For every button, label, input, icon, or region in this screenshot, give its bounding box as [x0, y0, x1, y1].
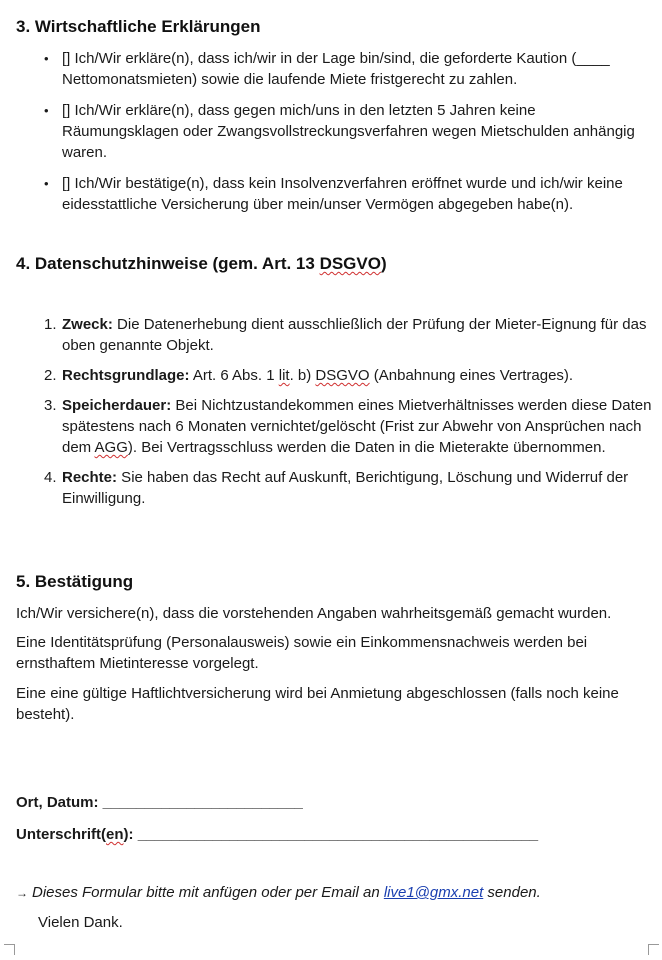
declaration-item-evictions: • [] Ich/Wir erkläre(n), dass gegen mich/uns in den letzten 5 Jahren keine Räumungsklagen oder Zwangsvollstreckungsverfahren wegen Mietschulden anhängig waren. — [44, 100, 649, 163]
spellcheck-word: DSGVO — [319, 254, 381, 273]
declaration-item-deposit: • [] Ich/Wir erkläre(n), dass ich/wir in der Lage bin/sind, die geforderte Kaution (____ Nettomonatsmieten) sowie die laufende Miete fristgerecht zu zahlen. — [44, 48, 649, 90]
page-corner-mark-left — [4, 944, 15, 955]
section-4-heading: 4. Datenschutzhinweise (gem. Art. 13 DSGVO) — [16, 254, 387, 273]
privacy-item-rights: 4. Rechte: Sie haben das Recht auf Auskunft, Berichtigung, Löschung und Widerruf der Einwilligung. — [44, 469, 629, 507]
thanks-text: Vielen Dank. — [38, 914, 123, 931]
economic-declarations-list — [44, 48, 649, 225]
insurance-paragraph: Eine eine gültige Haftlichtversicherung wird bei Anmietung abgeschlossen (falls noch keine besteht). — [16, 685, 619, 723]
submission-note: → Dieses Formular bitte mit anfügen oder per Email an live1@gmx.net senden. — [16, 884, 541, 901]
privacy-item-legal-basis: 2. Rechtsgrundlage: Art. 6 Abs. 1 lit. b) DSGVO (Anbahnung eines Vertrages). — [44, 367, 574, 384]
privacy-item-purpose: 1. Zweck: Die Datenerhebung dient ausschließlich der Prüfung der Mieter-Eignung für das oben genannte Objekt. — [44, 316, 647, 354]
privacy-notice-list — [44, 314, 652, 518]
place-date-field[interactable]: Ort, Datum: ________________________ — [16, 794, 303, 811]
signature-field[interactable]: Unterschrift(en): ________________________________________________ — [16, 826, 539, 843]
page-corner-mark-right — [648, 944, 659, 955]
section-5-heading: 5. Bestätigung — [16, 572, 134, 591]
confirmation-paragraph: Ich/Wir versichere(n), dass die vorstehenden Angaben wahrheitsgemäß gemacht wurden. — [16, 605, 612, 622]
privacy-item-retention: 3. Speicherdauer: Bei Nichtzustandekommen eines Mietverhältnisses werden diese Daten spätestens nach 6 Monaten vernichtet/gelöscht (Frist zur Abwehr von Ansprüchen nach dem AGG). Bei Vertragsschluss werden die Daten in die Mieterakte übernommen. — [44, 397, 652, 456]
declaration-item-insolvency: • [] Ich/Wir bestätige(n), dass kein Insolvenzverfahren eröffnet wurde und ich/wir keine eidesstattliche Versicherung über mein/unser Vermögen abgegeben habe(n). — [44, 173, 649, 215]
email-link[interactable]: live1@gmx.net — [383, 884, 484, 901]
arrow-icon: → — [16, 886, 28, 900]
identity-check-paragraph: Eine Identitätsprüfung (Personalausweis) sowie ein Einkommensnachweis werden bei ernsthaftem Mietinteresse vorgelegt. — [16, 634, 588, 672]
section-3-heading: 3. Wirtschaftliche Erklärungen — [16, 17, 261, 36]
